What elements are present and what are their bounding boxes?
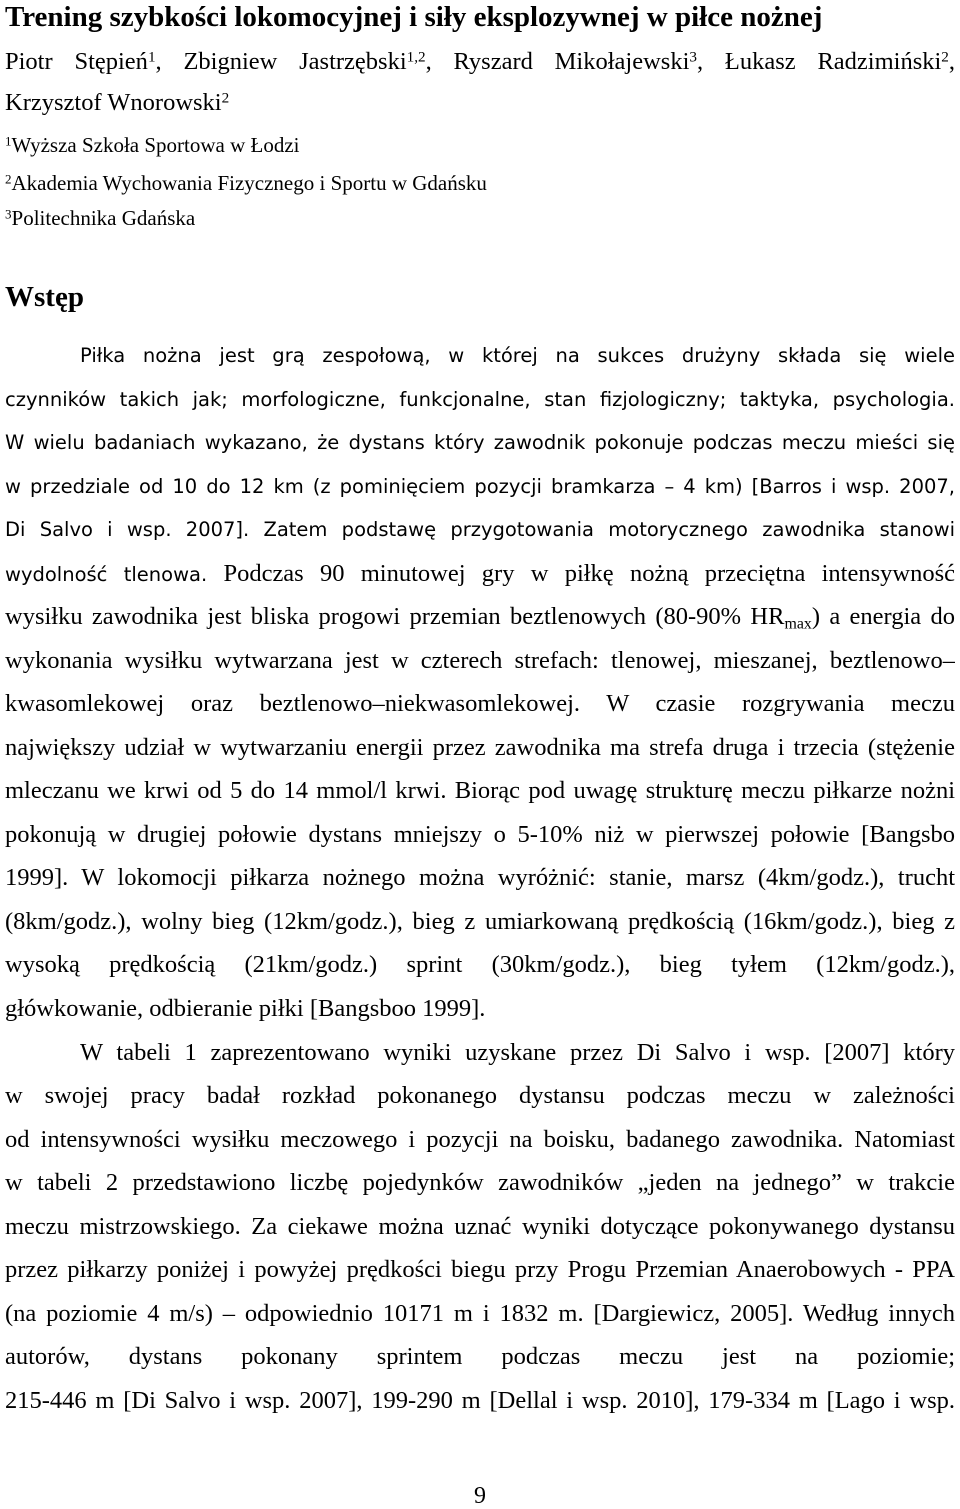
body-text-line: pokonują w drugiej połowie dystans mniejszy o 5-10% niż w pierwszej połowie [Bangsbo — [5, 820, 955, 848]
body-text-line: wykonania wysiłku wytwarzana jest w czterech strefach: tlenowej, mieszanej, beztlenowo– — [5, 646, 955, 674]
author-separator: , — [696, 48, 704, 75]
affiliation-item — [5, 127, 955, 163]
paragraph — [5, 1031, 955, 1423]
text-segment: wysiłku zawodnika jest bliska progowi przemian beztlenowych (80-90% HR — [5, 603, 785, 631]
author-name: Krzysztof Wnorowski — [5, 89, 222, 116]
paragraph — [5, 334, 955, 1031]
body-text-line: wysoką prędkością (21km/godz.) sprint (30km/godz.), bieg tyłem (12km/godz.), — [5, 951, 955, 979]
body-text-line: Piłka nożna jest grą zespołową, w której na sukces drużyny składa się wiele — [80, 344, 955, 367]
section-heading: Wstęp — [5, 281, 84, 313]
body-text-line: W tabeli 1 zaprezentowano wyniki uzyskane przez Di Salvo i wsp. [2007] który — [80, 1038, 955, 1066]
body-text-line: od intensywności wysiłku meczowego i pozycji na boisku, badanego zawodnika. Natomiast — [5, 1125, 955, 1153]
body-text-line: (na poziomie 4 m/s) – odpowiednio 10171 m i 1832 m. [Dargiewicz, 2005]. Według innych — [5, 1299, 955, 1327]
subscript: max — [784, 615, 812, 633]
author-name: Zbigniew Jastrzębski — [183, 48, 407, 75]
affiliation-name: Wyższa Szkoła Sportowa w Łodzi — [11, 133, 300, 157]
author-affiliation-marker: 2 — [941, 48, 949, 66]
affiliation-item — [5, 200, 955, 236]
body-text-line: przez piłkarzy poniżej i powyżej prędkości biegu przy Progu Przemian Anaerobowych - PPA — [5, 1256, 955, 1284]
author-name: Łukasz Radzimiński — [724, 48, 942, 75]
author-affiliation-marker: 1,2 — [406, 48, 426, 66]
body-text-line: meczu mistrzowskiego. Za ciekawe można uznać wyniki dotyczące pokonywanego dystansu — [5, 1212, 955, 1240]
affiliation-name: Akademia Wychowania Fizycznego i Sportu w Gdańsku — [11, 171, 487, 195]
author-affiliation-marker: 2 — [221, 89, 230, 107]
author-separator: , — [155, 48, 162, 75]
author-list-line-2 — [5, 83, 955, 123]
author-separator: , — [425, 48, 432, 75]
body-text-line: mleczanu we krwi od 5 do 14 mmol/l krwi. Biorąc pod uwagę strukturę meczu piłkarze nożni — [5, 777, 955, 805]
author-list-line-1 — [5, 42, 955, 82]
text-segment: wydolność tlenowa. — [5, 562, 208, 586]
affiliation-marker: 1 — [5, 133, 12, 149]
affiliation-marker: 2 — [5, 171, 12, 187]
body-text-line: W wielu badaniach wykazano, że dystans który zawodnik pokonuje podczas meczu mieści się — [5, 431, 955, 455]
text-segment: Podczas 90 minutowej gry w piłkę nożną przeciętna intensywność — [223, 559, 955, 587]
body-text-line: czynników takich jak; morfologiczne, funkcjonalne, stan fizjologiczny; taktyka, psychologia. — [5, 387, 955, 411]
author-separator: , — [948, 48, 956, 75]
affiliation-marker: 3 — [5, 206, 12, 222]
body-text-line: (8km/godz.), wolny bieg (12km/godz.), bieg z umiarkowaną prędkością (16km/godz.), bieg z — [5, 907, 955, 935]
body-text-line: w przedziale od 10 do 12 km (z pominięciem pozycji bramkarza – 4 km) [Barros i wsp. 2007, — [5, 474, 955, 498]
text-segment: ) a energia do — [811, 603, 955, 631]
body-text-line: kwasomlekowej oraz beztlenowo–niekwasomlekowej. W czasie rozgrywania meczu — [5, 690, 955, 718]
body-text-line — [5, 595, 955, 639]
body-text-line: 215-446 m [Di Salvo i wsp. 2007], 199-290 m [Dellal i wsp. 2010], 179-334 m [Lago i wsp. — [5, 1386, 955, 1414]
body-text-line: 1999]. W lokomocji piłkarza nożnego można wyróżnić: stanie, marsz (4km/godz.), trucht — [5, 864, 955, 892]
author-affiliation-marker: 3 — [689, 48, 697, 66]
body-text-line: Di Salvo i wsp. 2007]. Zatem podstawę przygotowania motorycznego zawodnika stanowi — [5, 518, 955, 542]
paper-title: Trening szybkości lokomocyjnej i siły eksplozywnej w piłce nożnej — [5, 1, 823, 33]
body-text-line: główkowanie, odbieranie piłki [Bangsboo 1999]. — [5, 994, 486, 1022]
body-text-line: autorów, dystans pokonany sprintem podczas meczu jest na poziomie; — [5, 1343, 955, 1371]
affiliation-item — [5, 165, 955, 201]
author-name: Piotr Stępień — [5, 48, 148, 75]
author-name: Ryszard Mikołajewski — [453, 48, 690, 75]
body-text-line: w swojej pracy badał rozkład pokonanego dystansu podczas meczu w zależności — [5, 1082, 955, 1110]
body-text-line: największy udział w wytwarzaniu energii przez zawodnika ma strefa druga i trzecia (stężenie — [5, 733, 955, 761]
body-text-line — [5, 552, 955, 596]
author-affiliation-marker: 1 — [147, 48, 156, 66]
affiliation-name: Politechnika Gdańska — [11, 206, 196, 230]
introduction-section-body — [5, 334, 955, 1422]
page-number: 9 — [474, 1483, 486, 1509]
body-text-line: w tabeli 2 przedstawiono liczbę pojedynków zawodników „jeden na jednego” w trakcie — [5, 1169, 955, 1197]
